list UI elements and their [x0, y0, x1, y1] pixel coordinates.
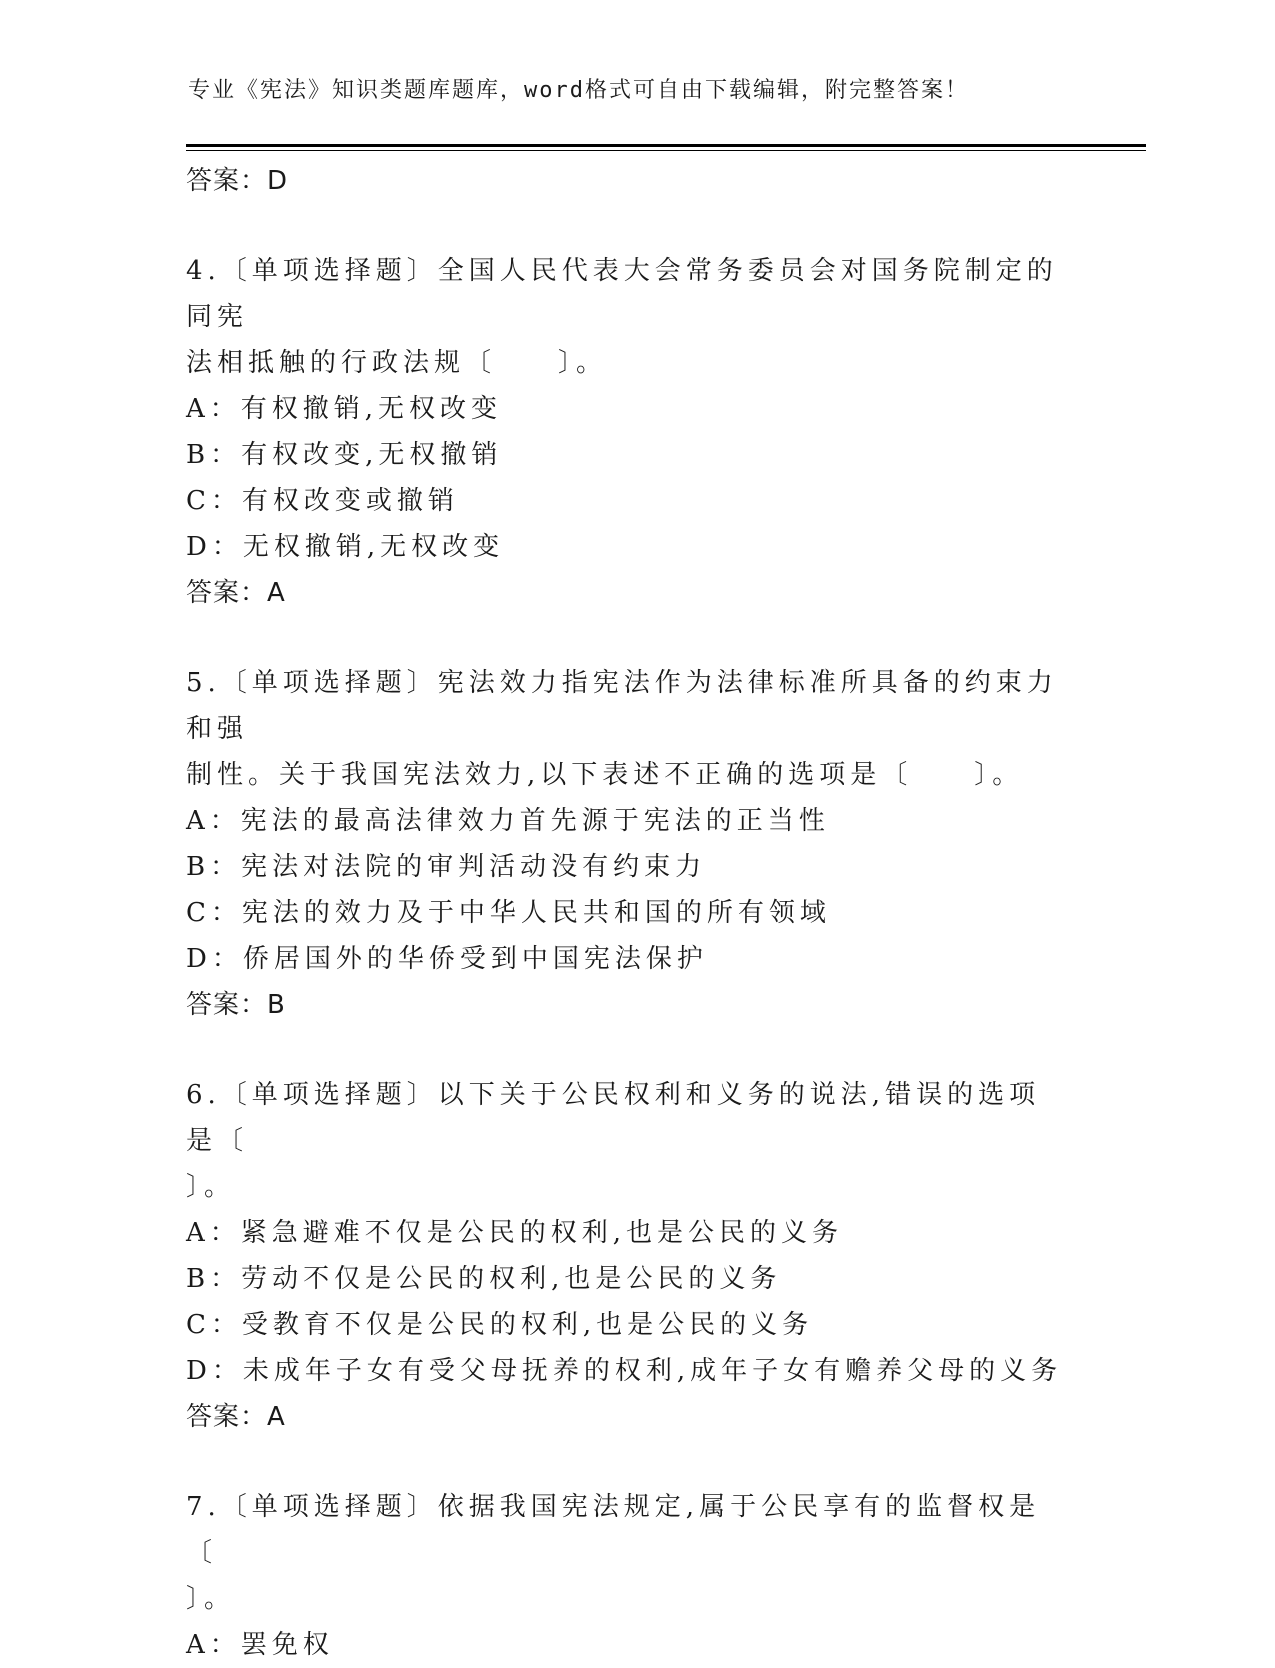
question-6 [186, 1072, 1066, 1210]
question-text: 〕。 [186, 1584, 236, 1614]
option-c: C：有权改变或撤销 [186, 486, 459, 516]
option-d: D：无权撤销,无权改变 [186, 532, 505, 562]
question-text: 4.〔单项选择题〕全国人民代表大会常务委员会对国务院制定的同宪 [186, 256, 1058, 332]
option-c: C：受教育不仅是公民的权利,也是公民的义务 [186, 1310, 814, 1340]
header-rule-thin [186, 150, 1146, 151]
question-text: 〕。 [186, 1172, 236, 1202]
option-b: B：劳动不仅是公民的权利,也是公民的义务 [186, 1264, 782, 1294]
option-c: C：宪法的效力及于中华人民共和国的所有领域 [186, 898, 831, 928]
spacer [186, 1028, 1066, 1072]
header-rule-thick [186, 144, 1146, 147]
question-5 [186, 660, 1066, 798]
question-text: 法相抵触的行政法规〔 〕。 [186, 348, 608, 378]
question-text: 5.〔单项选择题〕宪法效力指宪法作为法律标准所具备的约束力和强 [186, 668, 1058, 744]
page-header: 专业《宪法》知识类题库题库，word格式可自由下载编辑，附完整答案！ [188, 78, 969, 103]
question-list [186, 158, 1066, 1668]
option-a: A：有权撤销,无权改变 [186, 394, 503, 424]
spacer [186, 616, 1066, 660]
option-d: D：未成年子女有受父母抚养的权利,成年子女有赡养父母的义务 [186, 1356, 1063, 1386]
question-7 [186, 1484, 1066, 1622]
question-text: 制性。关于我国宪法效力,以下表述不正确的选项是〔 〕。 [186, 760, 1024, 790]
option-d: D：侨居国外的华侨受到中国宪法保护 [186, 944, 708, 974]
answer-line: 答案：B [186, 990, 286, 1020]
option-b: B：宪法对法院的审判活动没有约束力 [186, 852, 707, 882]
option-b: B：有权改变,无权撤销 [186, 440, 503, 470]
question-text: 6.〔单项选择题〕以下关于公民权利和义务的说法,错误的选项是〔 [186, 1080, 1041, 1156]
answer-line: 答案：A [186, 578, 286, 608]
option-a: A：紧急避难不仅是公民的权利,也是公民的义务 [186, 1218, 844, 1248]
option-a: A：宪法的最高法律效力首先源于宪法的正当性 [186, 806, 830, 836]
answer-line: 答案：A [186, 1402, 286, 1432]
option-a: A：罢免权 [186, 1630, 334, 1660]
spacer [186, 204, 1066, 248]
spacer [186, 1440, 1066, 1484]
question-4 [186, 248, 1066, 386]
answer-line: 答案：D [186, 166, 289, 196]
question-text: 7.〔单项选择题〕依据我国宪法规定,属于公民享有的监督权是〔 [186, 1492, 1041, 1568]
